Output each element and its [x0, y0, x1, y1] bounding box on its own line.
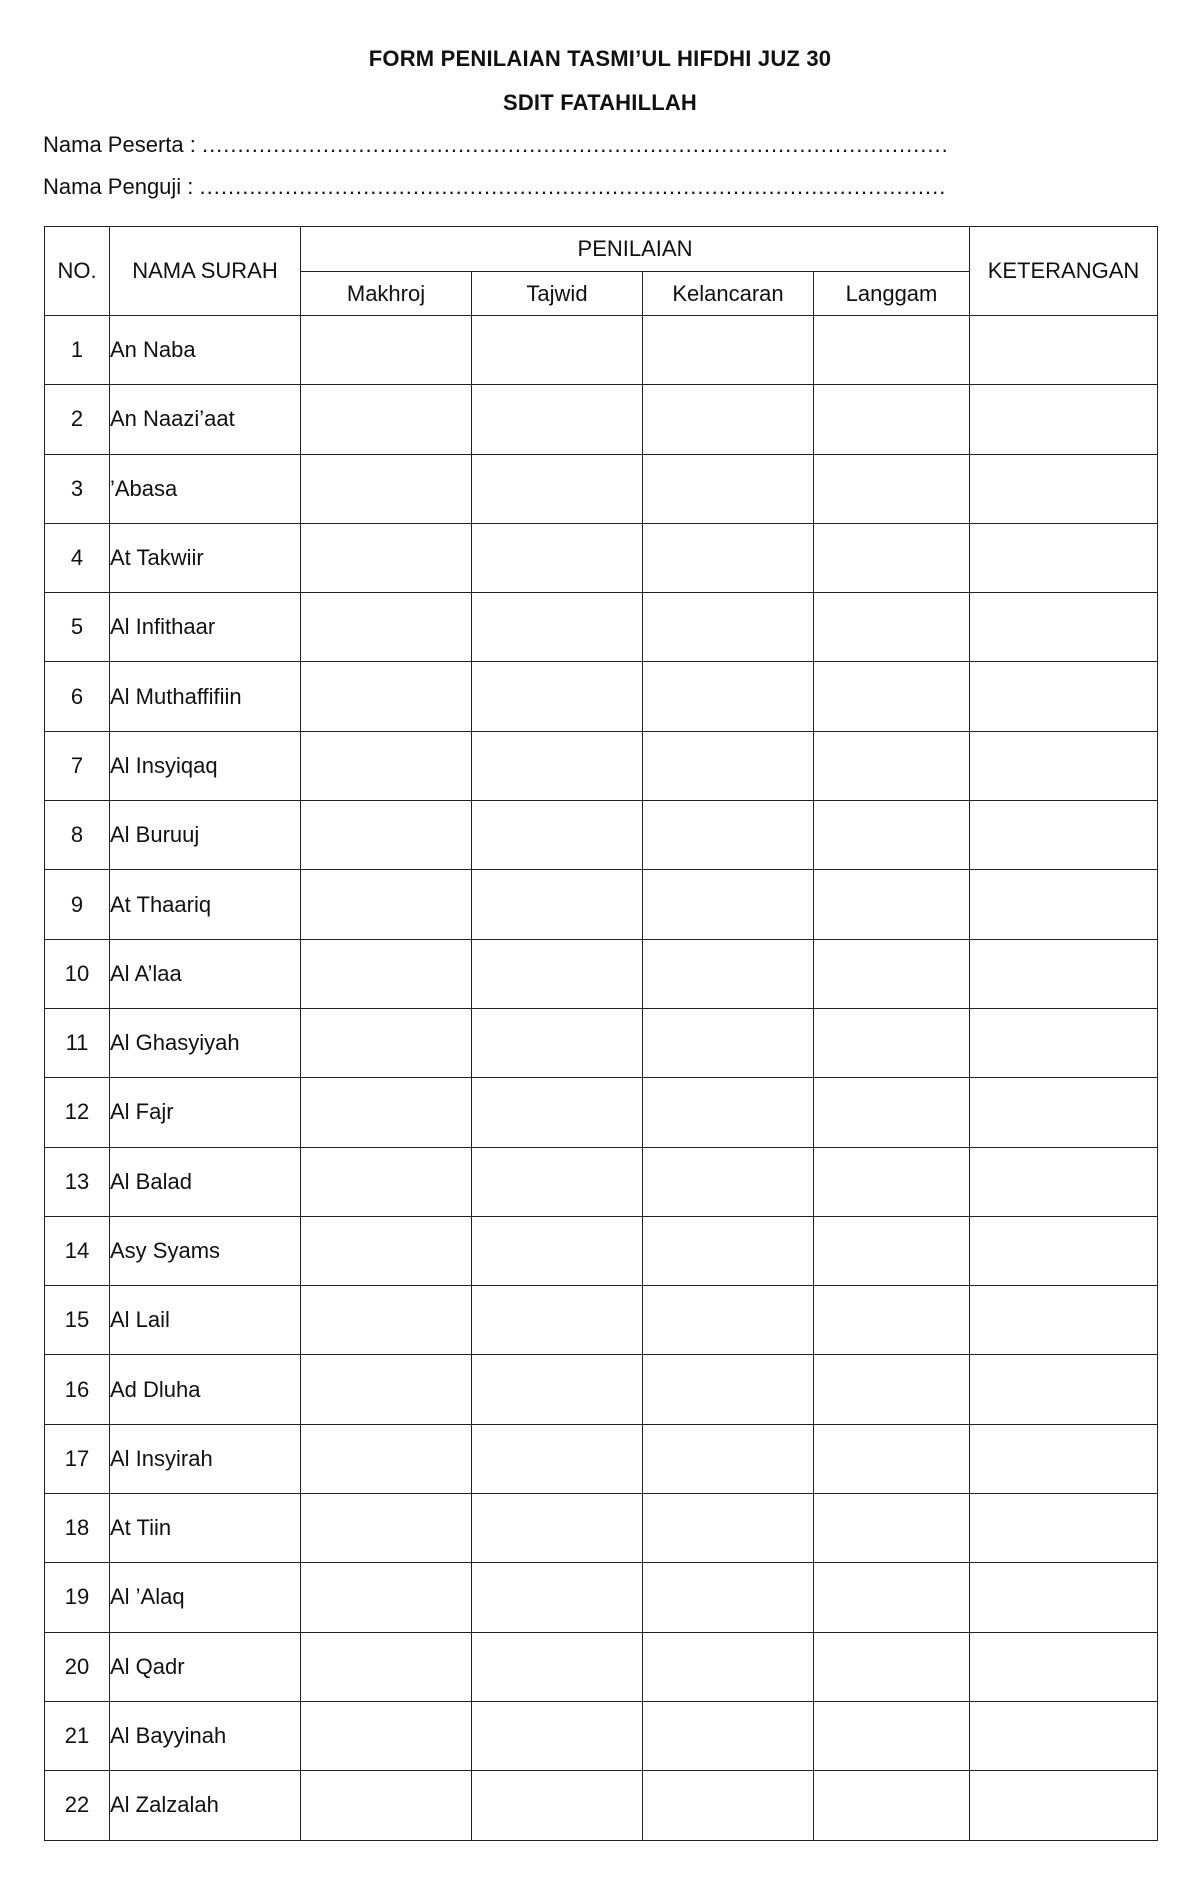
row-number: 4: [45, 523, 110, 592]
makhroj-cell[interactable]: [301, 1355, 472, 1424]
tajwid-cell[interactable]: [472, 1563, 643, 1632]
kelancaran-cell[interactable]: [643, 1494, 814, 1563]
langgam-cell[interactable]: [814, 1563, 970, 1632]
tajwid-cell[interactable]: [472, 1494, 643, 1563]
langgam-cell[interactable]: [814, 1286, 970, 1355]
kelancaran-cell[interactable]: [643, 1632, 814, 1701]
row-number: 16: [45, 1355, 110, 1424]
keterangan-cell[interactable]: [970, 939, 1158, 1008]
surah-name: Al Ghasyiyah: [110, 1008, 301, 1077]
table-row: [45, 1632, 1158, 1701]
langgam-cell[interactable]: [814, 385, 970, 454]
kelancaran-cell[interactable]: [643, 1078, 814, 1147]
surah-name: Al Muthaffifiin: [110, 662, 301, 731]
surah-name: Al Bayyinah: [110, 1701, 301, 1770]
kelancaran-cell[interactable]: [643, 1563, 814, 1632]
makhroj-cell[interactable]: [301, 593, 472, 662]
keterangan-cell[interactable]: [970, 316, 1158, 385]
keterangan-cell[interactable]: [970, 523, 1158, 592]
makhroj-cell[interactable]: [301, 662, 472, 731]
row-number: 14: [45, 1216, 110, 1285]
table-row: [45, 1424, 1158, 1493]
tajwid-cell[interactable]: [472, 1078, 643, 1147]
keterangan-cell[interactable]: [970, 1355, 1158, 1424]
header-langgam: Langgam: [814, 272, 970, 316]
kelancaran-cell[interactable]: [643, 1216, 814, 1285]
surah-name: ’Abasa: [110, 454, 301, 523]
makhroj-cell[interactable]: [301, 1078, 472, 1147]
tajwid-cell[interactable]: [472, 385, 643, 454]
tajwid-cell[interactable]: [472, 1286, 643, 1355]
header-makhroj: Makhroj: [301, 272, 472, 316]
surah-name: Al A’laa: [110, 939, 301, 1008]
tajwid-cell[interactable]: [472, 662, 643, 731]
kelancaran-cell[interactable]: [643, 316, 814, 385]
examiner-name-label: Nama Penguji :: [43, 174, 200, 199]
langgam-cell[interactable]: [814, 1771, 970, 1840]
surah-name: Al Buruuj: [110, 801, 301, 870]
langgam-cell[interactable]: [814, 1078, 970, 1147]
langgam-cell[interactable]: [814, 1701, 970, 1770]
kelancaran-cell[interactable]: [643, 1147, 814, 1216]
row-number: 21: [45, 1701, 110, 1770]
keterangan-cell[interactable]: [970, 454, 1158, 523]
keterangan-cell[interactable]: [970, 1494, 1158, 1563]
table-row: [45, 1216, 1158, 1285]
kelancaran-cell[interactable]: [643, 454, 814, 523]
makhroj-cell[interactable]: [301, 801, 472, 870]
surah-name: Asy Syams: [110, 1216, 301, 1285]
tajwid-cell[interactable]: [472, 593, 643, 662]
tajwid-cell[interactable]: [472, 1355, 643, 1424]
table-row: [45, 870, 1158, 939]
makhroj-cell[interactable]: [301, 1216, 472, 1285]
langgam-cell[interactable]: [814, 801, 970, 870]
tajwid-cell[interactable]: [472, 1424, 643, 1493]
langgam-cell[interactable]: [814, 662, 970, 731]
kelancaran-cell[interactable]: [643, 731, 814, 800]
kelancaran-cell[interactable]: [643, 1701, 814, 1770]
langgam-cell[interactable]: [814, 870, 970, 939]
tajwid-cell[interactable]: [472, 1147, 643, 1216]
tajwid-cell[interactable]: [472, 316, 643, 385]
makhroj-cell[interactable]: [301, 1563, 472, 1632]
makhroj-cell[interactable]: [301, 870, 472, 939]
makhroj-cell[interactable]: [301, 1771, 472, 1840]
keterangan-cell[interactable]: [970, 662, 1158, 731]
table-row: [45, 1286, 1158, 1355]
tajwid-cell[interactable]: [472, 1632, 643, 1701]
kelancaran-cell[interactable]: [643, 1355, 814, 1424]
header-nama-surah: NAMA SURAH: [110, 227, 301, 316]
row-number: 15: [45, 1286, 110, 1355]
langgam-cell[interactable]: [814, 1632, 970, 1701]
surah-name: Ad Dluha: [110, 1355, 301, 1424]
surah-name: An Naazi’aat: [110, 385, 301, 454]
keterangan-cell[interactable]: [970, 1563, 1158, 1632]
keterangan-cell[interactable]: [970, 870, 1158, 939]
table-row: [45, 523, 1158, 592]
row-number: 19: [45, 1563, 110, 1632]
tajwid-cell[interactable]: [472, 939, 643, 1008]
langgam-cell[interactable]: [814, 1147, 970, 1216]
table-row: [45, 1355, 1158, 1424]
keterangan-cell[interactable]: [970, 1008, 1158, 1077]
keterangan-cell[interactable]: [970, 1632, 1158, 1701]
form-title: FORM PENILAIAN TASMI’UL HIFDHI JUZ 30: [368, 46, 832, 71]
makhroj-cell[interactable]: [301, 1632, 472, 1701]
langgam-cell[interactable]: [814, 1355, 970, 1424]
surah-name: At Tiin: [110, 1494, 301, 1563]
examiner-name-blank[interactable]: .........................................................................................................: [199, 174, 947, 199]
makhroj-cell[interactable]: [301, 1008, 472, 1077]
row-number: 8: [45, 801, 110, 870]
langgam-cell[interactable]: [814, 523, 970, 592]
surah-name: Al Qadr: [110, 1632, 301, 1701]
table-row: [45, 1147, 1158, 1216]
row-number: 18: [45, 1494, 110, 1563]
langgam-cell[interactable]: [814, 731, 970, 800]
tajwid-cell[interactable]: [472, 1216, 643, 1285]
table-row: [45, 593, 1158, 662]
row-number: 9: [45, 870, 110, 939]
surah-name: Al Fajr: [110, 1078, 301, 1147]
surah-name: At Thaariq: [110, 870, 301, 939]
table-row: [45, 801, 1158, 870]
keterangan-cell[interactable]: [970, 731, 1158, 800]
row-number: 3: [45, 454, 110, 523]
table-row: [45, 1008, 1158, 1077]
langgam-cell[interactable]: [814, 316, 970, 385]
makhroj-cell[interactable]: [301, 385, 472, 454]
row-number: 12: [45, 1078, 110, 1147]
header-kelancaran: Kelancaran: [643, 272, 814, 316]
langgam-cell[interactable]: [814, 1424, 970, 1493]
makhroj-cell[interactable]: [301, 939, 472, 1008]
kelancaran-cell[interactable]: [643, 662, 814, 731]
keterangan-cell[interactable]: [970, 1286, 1158, 1355]
tajwid-cell[interactable]: [472, 523, 643, 592]
surah-name: Al Insyiqaq: [110, 731, 301, 800]
participant-name-label: Nama Peserta :: [43, 132, 202, 157]
langgam-cell[interactable]: [814, 1008, 970, 1077]
keterangan-cell[interactable]: [970, 1078, 1158, 1147]
table-row: [45, 939, 1158, 1008]
kelancaran-cell[interactable]: [643, 523, 814, 592]
makhroj-cell[interactable]: [301, 1701, 472, 1770]
table-row: [45, 385, 1158, 454]
tajwid-cell[interactable]: [472, 1008, 643, 1077]
row-number: 13: [45, 1147, 110, 1216]
keterangan-cell[interactable]: [970, 1216, 1158, 1285]
langgam-cell[interactable]: [814, 939, 970, 1008]
langgam-cell[interactable]: [814, 454, 970, 523]
header-tajwid: Tajwid: [472, 272, 643, 316]
table-row: [45, 454, 1158, 523]
kelancaran-cell[interactable]: [643, 801, 814, 870]
kelancaran-cell[interactable]: [643, 870, 814, 939]
table-row: [45, 1701, 1158, 1770]
kelancaran-cell[interactable]: [643, 939, 814, 1008]
kelancaran-cell[interactable]: [643, 385, 814, 454]
table-row: [45, 662, 1158, 731]
examiner-name-field[interactable]: [43, 174, 946, 200]
surah-name: An Naba: [110, 316, 301, 385]
row-number: 6: [45, 662, 110, 731]
row-number: 17: [45, 1424, 110, 1493]
kelancaran-cell[interactable]: [643, 1008, 814, 1077]
row-number: 11: [45, 1008, 110, 1077]
surah-name: Al Lail: [110, 1286, 301, 1355]
makhroj-cell[interactable]: [301, 523, 472, 592]
tajwid-cell[interactable]: [472, 870, 643, 939]
surah-name: At Takwiir: [110, 523, 301, 592]
makhroj-cell[interactable]: [301, 1424, 472, 1493]
assessment-table: [44, 226, 1158, 1841]
keterangan-cell[interactable]: [970, 1147, 1158, 1216]
langgam-cell[interactable]: [814, 593, 970, 662]
makhroj-cell[interactable]: [301, 316, 472, 385]
header-keterangan: KETERANGAN: [970, 227, 1158, 316]
keterangan-cell[interactable]: [970, 1424, 1158, 1493]
keterangan-cell[interactable]: [970, 1771, 1158, 1840]
kelancaran-cell[interactable]: [643, 1771, 814, 1840]
row-number: 5: [45, 593, 110, 662]
makhroj-cell[interactable]: [301, 1286, 472, 1355]
tajwid-cell[interactable]: [472, 454, 643, 523]
keterangan-cell[interactable]: [970, 593, 1158, 662]
kelancaran-cell[interactable]: [643, 593, 814, 662]
makhroj-cell[interactable]: [301, 1147, 472, 1216]
tajwid-cell[interactable]: [472, 1771, 643, 1840]
surah-name: Al ’Alaq: [110, 1563, 301, 1632]
participant-name-blank[interactable]: .........................................................................................................: [201, 132, 949, 157]
tajwid-cell[interactable]: [472, 1701, 643, 1770]
row-number: 1: [45, 316, 110, 385]
surah-name: Al Balad: [110, 1147, 301, 1216]
table-row: [45, 1078, 1158, 1147]
surah-name: Al Zalzalah: [110, 1771, 301, 1840]
table-row: [45, 731, 1158, 800]
keterangan-cell[interactable]: [970, 801, 1158, 870]
surah-name: Al Insyirah: [110, 1424, 301, 1493]
makhroj-cell[interactable]: [301, 454, 472, 523]
row-number: 10: [45, 939, 110, 1008]
row-number: 20: [45, 1632, 110, 1701]
kelancaran-cell[interactable]: [643, 1286, 814, 1355]
makhroj-cell[interactable]: [301, 731, 472, 800]
tajwid-cell[interactable]: [472, 731, 643, 800]
header-no: NO.: [45, 227, 110, 316]
langgam-cell[interactable]: [814, 1494, 970, 1563]
table-row: [45, 1494, 1158, 1563]
table-row: [45, 1771, 1158, 1840]
keterangan-cell[interactable]: [970, 385, 1158, 454]
makhroj-cell[interactable]: [301, 1494, 472, 1563]
table-body: [45, 316, 1158, 1841]
surah-name: Al Infithaar: [110, 593, 301, 662]
row-number: 7: [45, 731, 110, 800]
header-penilaian: PENILAIAN: [301, 227, 970, 272]
participant-name-field[interactable]: [43, 132, 949, 158]
keterangan-cell[interactable]: [970, 1701, 1158, 1770]
row-number: 22: [45, 1771, 110, 1840]
table-row: [45, 1563, 1158, 1632]
tajwid-cell[interactable]: [472, 801, 643, 870]
row-number: 2: [45, 385, 110, 454]
table-row: [45, 316, 1158, 385]
school-name: SDIT FATAHILLAH: [502, 90, 698, 115]
langgam-cell[interactable]: [814, 1216, 970, 1285]
kelancaran-cell[interactable]: [643, 1424, 814, 1493]
